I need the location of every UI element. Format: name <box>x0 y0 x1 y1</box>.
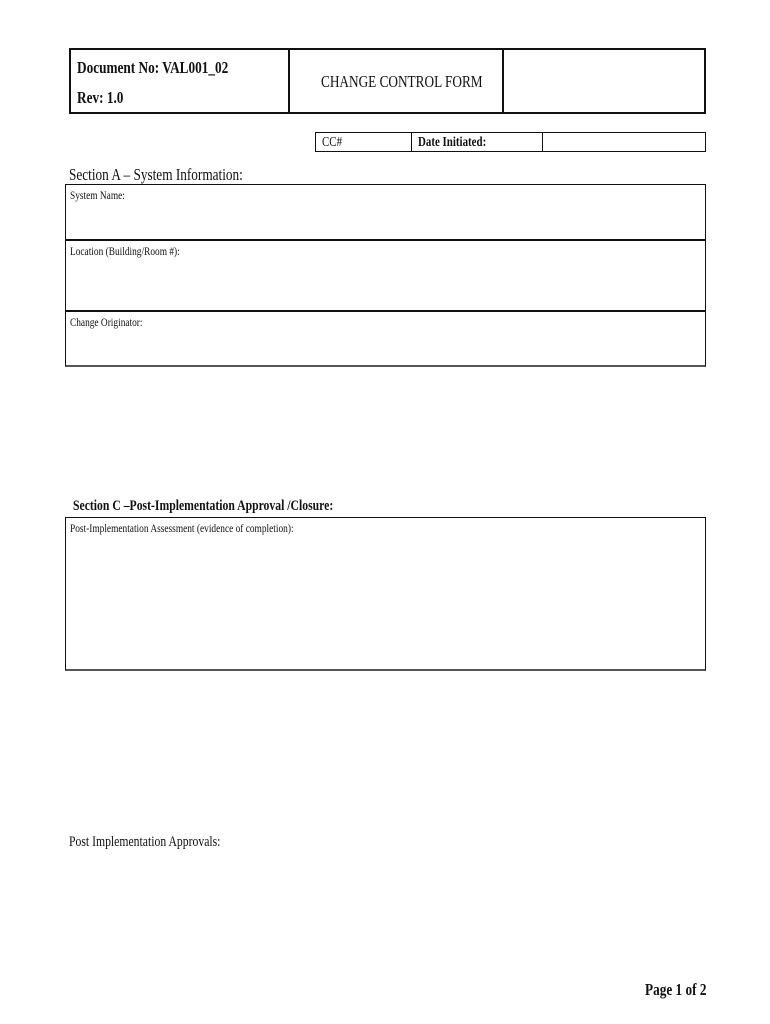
post-implementation-assessment-label: Post-Implementation Assessment (evidence of completion): <box>70 521 294 535</box>
date-initiated-label-cell <box>412 133 543 151</box>
change-originator-label: Change Originator: <box>70 315 143 329</box>
page-number: Page 1 of 2 <box>645 980 707 999</box>
location-field[interactable] <box>65 240 706 311</box>
document-number: Document No: VAL001_02 <box>77 58 229 77</box>
cc-label: CC# <box>322 135 343 150</box>
header-doc-cell <box>71 50 290 112</box>
header-title-cell <box>290 50 504 112</box>
date-initiated-label: Date Initiated: <box>418 135 487 150</box>
section-c-title: Section C –Post-Implementation Approval /Closure: <box>73 498 334 514</box>
cc-row <box>315 132 706 152</box>
revision: Rev: 1.0 <box>77 88 124 107</box>
change-originator-field[interactable] <box>65 311 706 367</box>
post-implementation-approvals-heading: Post Implementation Approvals: <box>69 834 221 850</box>
system-name-field[interactable] <box>65 184 706 240</box>
date-initiated-field[interactable] <box>543 133 705 151</box>
post-implementation-assessment-field[interactable] <box>65 517 706 671</box>
section-a-title: Section A – System Information: <box>69 165 243 184</box>
form-title: CHANGE CONTROL FORM <box>321 72 483 91</box>
system-name-label: System Name: <box>70 188 125 202</box>
location-label: Location (Building/Room #): <box>70 244 180 258</box>
document-header <box>69 48 706 114</box>
cc-number-cell[interactable] <box>316 133 412 151</box>
header-blank-cell[interactable] <box>504 50 704 112</box>
